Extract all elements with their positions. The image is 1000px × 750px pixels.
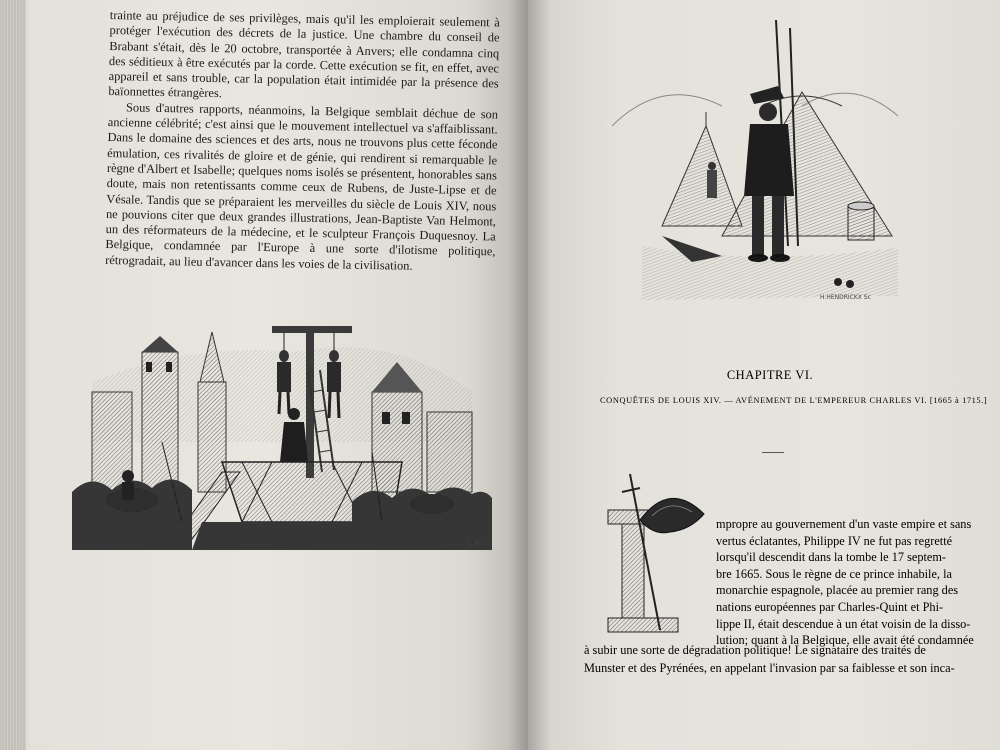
text-line: à subir une sorte de dégradation politique! Le signataire des traités de <box>584 643 926 657</box>
illustration-signature: H.HENDRICKX Sc <box>820 294 871 301</box>
paragraph: Sous d'autres rapports, néanmoins, la Belgique semblait déchue de son ancienne célébrité; c'est ainsi que le mouvement intellectuel va s'affaiblissant. Dans le domaine des sciences et des arts, nous ne trouvons plus cette féconde émulation, ces rivalités de gloire et de génie, qui rendirent si remarquable le règne d'Albert et Isabelle; quelques noms isolés se présentent, honorables sans doute, mais non retentissants comme ceux de Rubens, de Juste-Lipse et de Vésale. Tandis que se préparaient les merveilles du siècle de Louis XIV, nous ne pouvions citer que deux grandes illustrations, Jean-Baptiste Van Helmont, un des réformateurs de la médecine, et le sculpteur François Duquesnoy. La Belgique, condamnée par l'Europe à une sorte d'ilotisme politique, rétrogradait, au lieu d'avancer dans les voies de la civilisation. <box>105 100 499 273</box>
page-edge-stack <box>0 0 26 750</box>
execution-scene-illustration <box>72 322 492 550</box>
chapter-title: CHAPITRE VI. <box>726 368 814 382</box>
ornamental-initial-I <box>600 470 712 640</box>
text-line: nations européennes par Charles-Quint et Phi- <box>716 599 944 614</box>
text-line: monarchie espagnole, placée au premier rang des <box>716 583 959 598</box>
text-line: bre 1665. Sous le règne de ce prince inhabile, la <box>716 566 952 581</box>
soldier-camp-illustration <box>602 16 902 308</box>
gutter-shadow <box>508 0 528 750</box>
text-line: mpropre au gouvernement d'un vaste empire et sans <box>716 517 972 531</box>
text-line: lorsqu'il descendit dans la tombe le 17 septem- <box>716 550 946 565</box>
text-line: vertus éclatantes, Philippe IV ne fut pas regretté <box>716 533 953 548</box>
chapter-subtitle: CONQUÊTES DE LOUIS XIV. — AVÉNEMENT DE L'EMPEREUR CHARLES VI. [1665 à 1715.] <box>600 396 988 405</box>
section-divider <box>762 452 784 453</box>
paragraph: trainte au préjudice de ses privilèges, mais qu'il les emploierait seulement à protéger l'exécution des décrets de la justice. Une chambre du conseil de Brabant s'était, dès le 20 octobre, transportée à Anvers; elle condamna cinq des séditieux à être exécutés par la corde. Cette exécution se fit, en effet, avec appareil et sans trouble, car la population était intimidée par la présence des baïonnettes étrangères. <box>108 8 500 101</box>
left-body-text <box>105 8 500 275</box>
right-body-text <box>716 516 974 649</box>
illustration-signature: P.F. 65 <box>464 540 483 547</box>
text-line: lution; quant à la Belgique, elle avait été condamnée <box>716 633 974 648</box>
text-line: Munster et des Pyrénées, en appelant l'invasion par sa faiblesse et son inca- <box>584 661 955 675</box>
right-body-text-full-width <box>584 641 964 677</box>
text-line: lippe II, était descendue à un état voisin de la disso- <box>716 616 971 631</box>
